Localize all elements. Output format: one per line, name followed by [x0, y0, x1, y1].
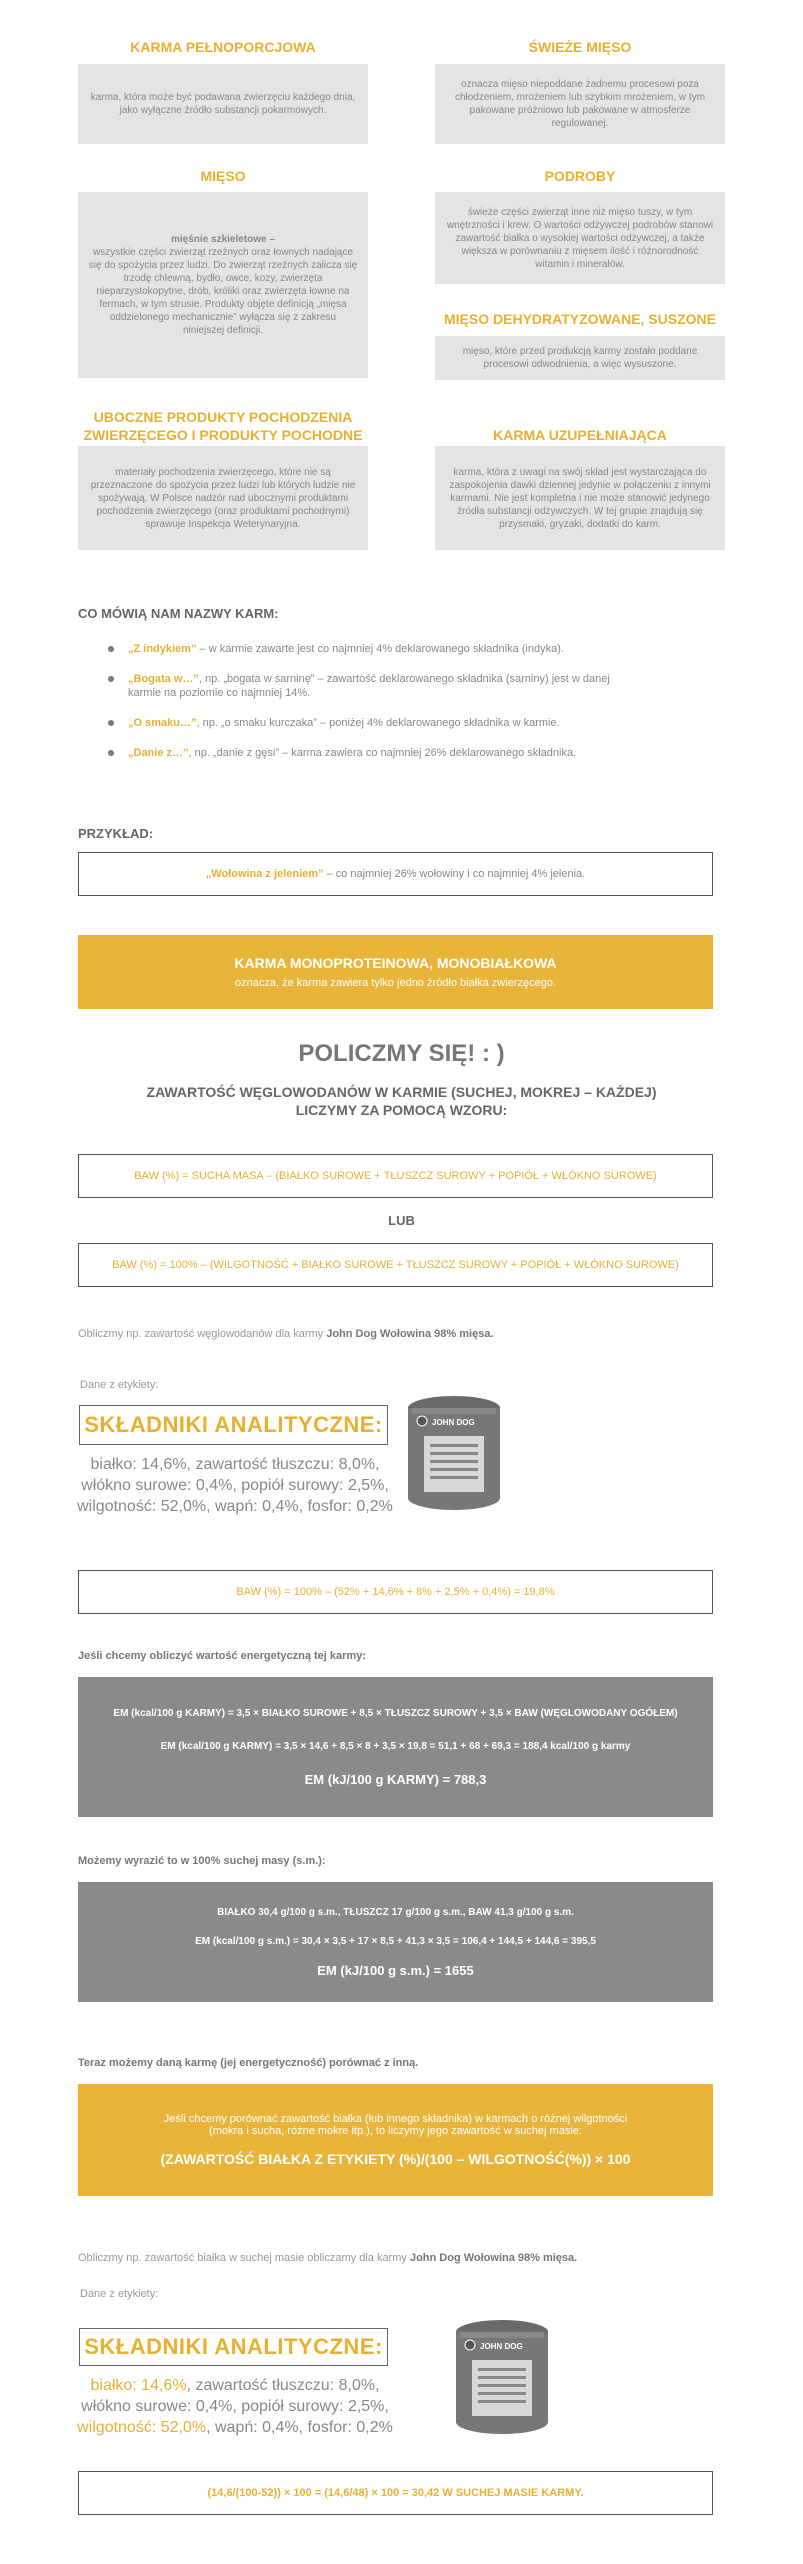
def-text: mięso, które przed produkcją karmy zostało poddane procesowi odwodnienia, a więc wysuszone. [462, 346, 698, 370]
analytic-title-2: SKŁADNIKI ANALITYCZNE: [79, 2328, 388, 2366]
def-title-podroby: PODROBY [544, 168, 616, 184]
dry-heading: Możemy wyrazić to w 100% suchej masy (s.m.): [78, 1855, 326, 1867]
compare-line-2: (mokra i sucha, różne mokre itp.), to liczymy jego zawartość w suchej masie: [209, 2125, 582, 2137]
monoprotein-title: KARMA MONOPROTEINOWA, MONOBIAŁKOWA [234, 955, 557, 971]
def-text: karma, która może być podawana zwierzęciu każdego dnia, jako wyłączne źródło substancji pokarmowych. [90, 92, 356, 116]
energy-box [78, 1677, 713, 1817]
def-title-swieze-mieso: ŚWIEŻE MIĘSO [528, 39, 632, 55]
list-item: „Danie z…”, np. „danie z gęsi” – karma zawiera co najmniej 26% deklarowanego składnika. [108, 746, 628, 760]
example-text: – co najmniej 26% wołowiny i co najmniej 4% jelenia. [323, 868, 586, 880]
def-box-podroby [435, 192, 725, 284]
can-brand: JOHN DOG [432, 1418, 475, 1427]
dry-box [78, 1882, 713, 2002]
def-text-bold: mięśnie szkieletowe – [171, 234, 275, 245]
def-text: świeże części zwierząt inne niż mięso tuszy, w tym wnętrzności i krew. O wartości odżywczej podrobów stanowi zawartość białka o wysokiej wartości odżywczej, a także większa w porównaniu z mięsem ilość i różnorodność witamin i minerałów. [446, 206, 714, 270]
formula-2: BAW (%) = 100% – (WILGOTNOŚĆ + BIAŁKO SUROWE + TŁUSZCZ SUROWY + POPIÓŁ + WŁÓKNO SUROWE) [112, 1259, 679, 1271]
def-text: karma, która z uwagi na swój skład jest wystarczająca do zaspokojenia dawki dziennej jedynie w połączeniu z innymi karmami. Nie jest kompletna i nie może stanowić jedynego źródła substancji odżywczych. W tej grupie znajdują się przysmaki, gryzaki, dodatki do karm. [449, 466, 711, 530]
dry-line-3: EM (kJ/100 g s.m.) = 1655 [317, 1962, 474, 1978]
def-title-uboczne: UBOCZNE PRODUKTY POCHODZENIA ZWIERZĘCEGO I PRODUKTY POCHODNE [83, 409, 363, 443]
list-item: „Z indykiem” – w karmie zawarte jest co najmniej 4% deklarowanego składnika (indyka). [108, 642, 628, 656]
compare-line-1: Jeśli chcemy porównać zawartość białka (lub innego składnika) w karmach o różnej wilgotności [163, 2113, 628, 2125]
example-term: „Wołowina z jeleniem” [205, 868, 324, 880]
result-1: BAW (%) = 100% – (52% + 14,6% + 8% + 2,5% + 0,4%) = 19,8% [236, 1586, 555, 1598]
def-box-uzupelniajaca [435, 446, 725, 550]
compare-heading: Teraz możemy daną karmę (jej energetyczność) porównać z inną. [78, 2057, 419, 2069]
example-heading: PRZYKŁAD: [78, 826, 154, 841]
calc2-label-data: Dane z etykiety: [80, 2288, 159, 2300]
def-box-uboczne [78, 446, 368, 550]
def-text: wszystkie części zwierząt rzeźnych oraz łownych nadające się do spożycia przez ludzi. Do zwierząt rzeźnych zalicza się trzodę chlewną, bydło, owce, kozy, zwierzęta nieparzystokopytne, drób, króliki oraz zwierzęta łowne na fermach, w tym strusie. Produkty objęte definicją „mięsa oddzielonego mechanicznie” wyłącza się z zakresu niniejszej definicji. [88, 247, 358, 336]
result-box-1 [78, 1570, 713, 1614]
monoprotein-text: oznacza, że karma zawiera tylko jedno źródło białka zwierzęcego. [235, 977, 556, 989]
dry-line-1: BIAŁKO 30,4 g/100 g s.m., TŁUSZCZ 17 g/100 g s.m., BAW 41,3 g/100 g s.m. [217, 1906, 574, 1918]
can-brand-2: JOHN DOG [480, 2342, 523, 2351]
formula-box-2 [78, 1243, 713, 1287]
dry-line-2: EM (kcal/100 g s.m.) = 30,4 × 3,5 + 17 × 8,5 + 41,3 × 3,5 = 106,4 + 144,5 + 144,6 = 395,5 [195, 1935, 596, 1947]
analytic-title: SKŁADNIKI ANALITYCZNE: [79, 1405, 388, 1445]
can-image-2 [456, 2318, 598, 2436]
compare-formula: (ZAWARTOŚĆ BIAŁKA Z ETYKIETY (%)/(100 – WILGOTNOŚĆ(%)) × 100 [160, 2151, 631, 2167]
energy-heading: Jeśli chcemy obliczyć wartość energetyczną tej karmy: [78, 1650, 366, 1662]
energy-line-1: EM (kcal/100 g KARMY) = 3,5 × BIAŁKO SUROWE + 8,5 × TŁUSZCZ SUROWY + 3,5 × BAW (WĘGLOWODANY OGÓŁEM) [113, 1707, 678, 1719]
example-box [78, 852, 713, 896]
def-title-dehydratyzowane: MIĘSO DEHYDRATYZOWANE, SUSZONE [444, 311, 716, 327]
compare-box [78, 2084, 713, 2196]
def-box-pelnoporcjowa [78, 64, 368, 144]
analytic-values-2: białko: 14,6%, zawartość tłuszczu: 8,0%, włókno surowe: 0,4%, popiół surowy: 2,5%, wilgotność: 52,0%, wapń: 0,4%, fosfor: 0,2% [77, 2377, 393, 2436]
def-title-mieso: MIĘSO [200, 168, 246, 184]
result-2: (14,6/(100-52)) × 100 = (14,6/48) × 100 = 30,42 W SUCHEJ MASIE KARMY. [207, 2487, 584, 2499]
def-box-swieze-mieso [435, 64, 725, 144]
calc-label-data: Dane z etykiety: [80, 1379, 159, 1391]
def-text: oznacza mięso niepoddane żadnemu procesowi poza chłodzeniem, mrożeniem lub szybkim mrożeniem, w tym pakowane próżniowo lub pakowane w atmosferze regulowanej. [454, 79, 706, 129]
def-box-dehydratyzowane [435, 336, 725, 380]
formula-1: BAW (%) = SUCHA MASA – (BIAŁKO SUROWE + TŁUSZCZ SUROWY + POPIÓŁ + WŁÓKNO SUROWE) [134, 1170, 657, 1182]
names-heading: CO MÓWIĄ NAM NAZWY KARM: [78, 606, 279, 621]
list-item: „Bogata w…”, np. „bogata w sarninę” – zawartość deklarowanego składnika (sarniny) jest w danej karmie na poziomie co najmniej 14%. [108, 672, 628, 700]
def-title-pelnoporcjowa: KARMA PEŁNOPORCJOWA [130, 39, 316, 55]
energy-line-2: EM (kcal/100 g KARMY) = 3,5 × 14,6 + 8,5 × 8 + 3,5 × 19,8 = 51,1 + 68 + 69,3 = 188,4 kcal/100 g karmy [160, 1740, 631, 1752]
monoprotein-box [78, 935, 713, 1009]
def-text: materiały pochodzenia zwierzęcego, które nie są przeznaczone do spożycia przez ludzi lub których ludzie nie spożywają. W Polsce nadzór nad ubocznymi produktami pochodzenia zwierzęcego (oraz produktami pochodnymi) sprawuje Inspekcja Weterynaryjna. [90, 466, 356, 530]
formula-or: LUB [388, 1213, 415, 1228]
calc-example-intro: Obliczmy np. zawartość węglowodanów dla karmy John Dog Wołowina 98% mięsa. [78, 1328, 494, 1340]
result-box-2 [78, 2471, 713, 2515]
calc-subtitle-2: LICZYMY ZA POMOCĄ WZORU: [295, 1102, 508, 1118]
def-box-mieso [78, 192, 368, 378]
calc-subtitle-1: ZAWARTOŚĆ WĘGLOWODANÓW W KARMIE (SUCHEJ, MOKREJ – KAŻDEJ) [146, 1084, 657, 1100]
formula-box-1 [78, 1154, 713, 1198]
analytic-values: białko: 14,6%, zawartość tłuszczu: 8,0%, włókno surowe: 0,4%, popiół surowy: 2,5%, wilgotność: 52,0%, wapń: 0,4%, fosfor: 0,2% [77, 1456, 393, 1515]
calc-title: POLICZMY SIĘ! : ) [298, 1040, 505, 1067]
def-title-uzupelniajaca: KARMA UZUPEŁNIAJĄCA [493, 427, 667, 443]
energy-line-3: EM (kJ/100 g KARMY) = 788,3 [304, 1771, 487, 1787]
list-item: „O smaku…”, np. „o smaku kurczaka” – poniżej 4% deklarowanego składnika w karmie. [108, 716, 628, 730]
can-image [408, 1394, 550, 1512]
calc2-example-intro: Obliczmy np. zawartość białka w suchej masie obliczamy dla karmy John Dog Wołowina 98% mięsa. [78, 2252, 578, 2264]
names-list [108, 642, 628, 776]
